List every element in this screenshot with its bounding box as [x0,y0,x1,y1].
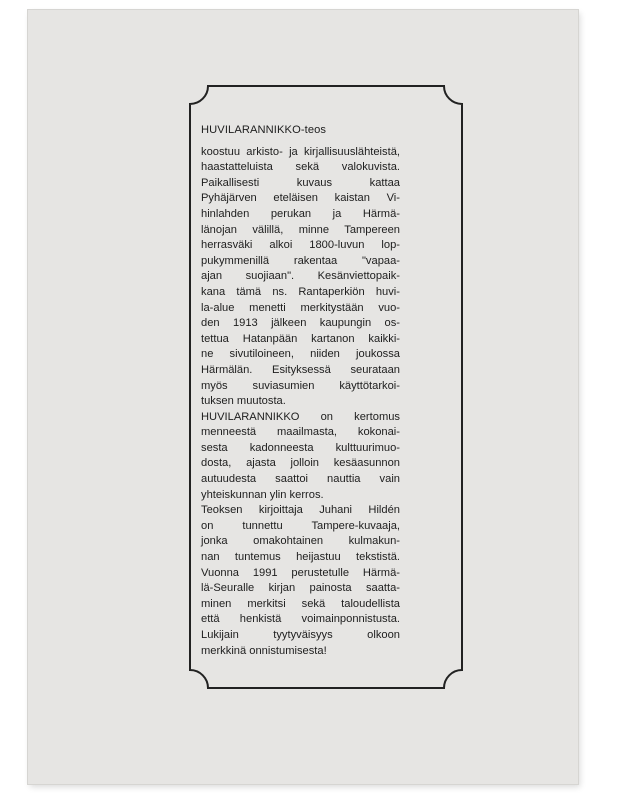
blurb-line: länojan välillä, minne Tampereen [201,223,400,236]
blurb-line: den 1913 jälkeen kaupungin os- [201,317,400,330]
book-back-cover [28,10,578,784]
blurb-line: ne sivutiloineen, niiden joukossa [201,348,400,361]
blurb-line: koostuu arkisto- ja kirjallisuuslähteistä, [201,145,400,158]
blurb-line: pukymmenillä rakentaa "vapaa- [201,254,400,267]
blurb-line: yhteiskunnan ylin kerros. [201,488,324,501]
blurb-line: menneestä maailmasta, kokonai- [201,426,400,439]
blurb-line: minen merkitsi sekä taloudellista [201,597,400,610]
blurb-line: Pyhäjärven eteläisen kaistan Vi- [201,192,400,205]
blurb-line: on tunnettu Tampere-kuvaaja, [201,519,400,532]
blurb-title: HUVILARANNIKKO-teos [201,124,327,136]
blurb-line: autuudesta saattoi nauttia vain [201,473,400,486]
blurb-line: Paikallisesti kuvaus kattaa [201,176,400,189]
blurb-line: Teoksen kirjoittaja Juhani Hildén [201,504,400,517]
blurb-line: Lukijain tyytyväisyys olkoon [201,629,400,641]
blurb-line: Vuonna 1991 perustetulle Härmä- [201,566,400,579]
blurb-line: haastatteluista sekä valokuvista. [201,161,400,174]
blurb-line: että henkistä voimainponnistusta. [201,613,400,626]
blurb-line: jonka omakohtainen kulmakun- [201,535,400,548]
blurb-line: HUVILARANNIKKO on kertomus [201,410,400,423]
blurb-line: tuksen muutosta. [201,395,286,408]
blurb-line: merkkinä onnistumisesta! [201,644,327,657]
blurb-line: myös suviasumien käyttötarkoi- [201,379,400,392]
blurb-body [201,145,400,660]
blurb-line: kana tämä ns. Rantaperkiön huvi- [201,285,400,298]
blurb-line: herrasväki alkoi 1800-luvun lop- [201,239,400,252]
blurb-line: sesta kadonneesta kulttuurimuo- [201,441,400,454]
blurb-line: tettua Hatanpään kartanon kaikki- [201,332,400,345]
blurb-line: la-alue menetti merkitystään vuo- [201,301,400,314]
blurb-text [201,123,400,659]
blurb-line: lä-Seuralle kirjan painosta saatta- [201,582,400,595]
blurb-line: dosta, ajasta jolloin kesäasunnon [201,457,400,470]
blurb-line: Härmälän. Esityksessä seurataan [201,363,400,376]
blurb-line: hinlahden perukan ja Härmä- [201,207,400,220]
blurb-line: nan tuntemus heijastuu tekstistä. [201,551,400,564]
blurb-line: ajan suojiaan". Kesänviettopaik- [201,270,400,283]
